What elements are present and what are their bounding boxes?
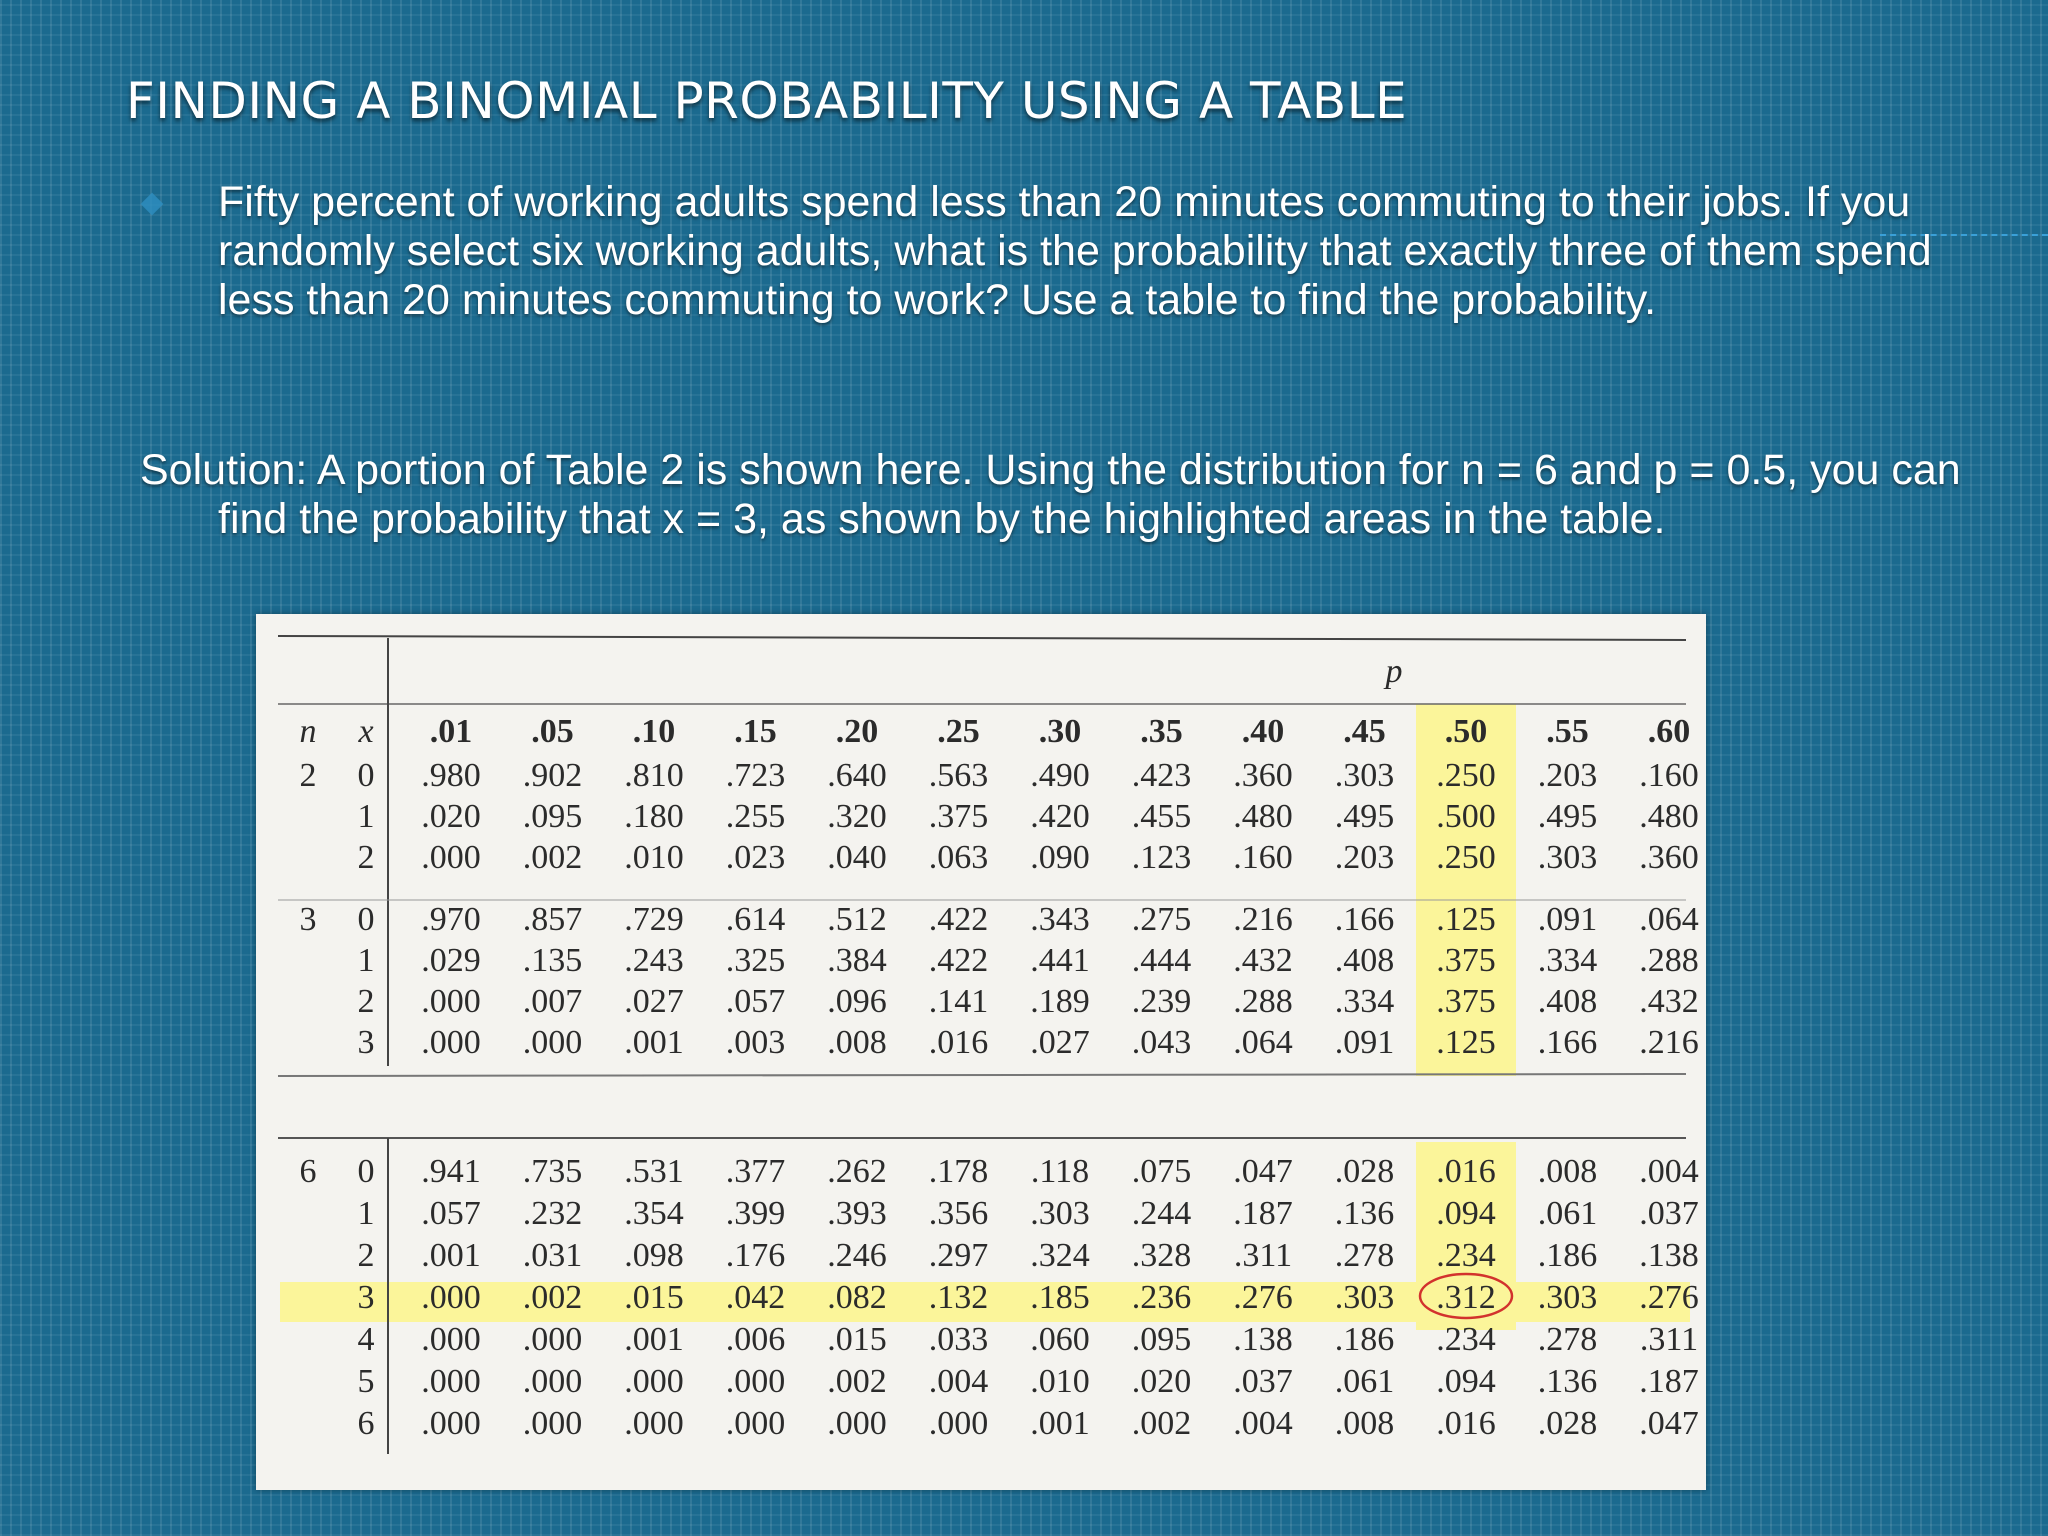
probability-cell: .057 [421,1195,481,1232]
p-label: p [1385,653,1403,690]
probability-cell: .377 [725,1153,786,1190]
probability-cell: .000 [421,1363,481,1400]
probability-cell: .138 [1233,1321,1293,1358]
probability-cell: .902 [522,757,583,794]
probability-cell: .255 [725,798,786,835]
probability-cell: .003 [725,1024,786,1061]
probability-cell: .375 [1436,983,1496,1020]
probability-cell: .096 [827,983,887,1020]
probability-cell: .176 [725,1237,786,1274]
probability-cell: .095 [1131,1321,1192,1358]
n-header: n [299,713,317,750]
x-value: 1 [357,1195,375,1232]
probability-cell: .016 [928,1024,989,1061]
probability-cell: .189 [1030,983,1090,1020]
probability-cell: .000 [421,983,481,1020]
probability-cell: .166 [1334,901,1395,938]
probability-cell: .090 [1030,839,1090,876]
x-value: 2 [357,983,375,1020]
probability-cell: .512 [827,901,887,938]
p-value-header: .55 [1546,713,1589,750]
probability-cell: .343 [1030,901,1090,938]
probability-cell: .531 [624,1153,684,1190]
x-value: 1 [357,798,375,835]
probability-cell: .303 [1030,1195,1090,1232]
probability-cell: .328 [1131,1237,1192,1274]
probability-cell: .123 [1131,839,1192,876]
probability-cell: .303 [1334,1279,1395,1316]
probability-cell: .495 [1537,798,1598,835]
probability-cell: .420 [1030,798,1090,835]
probability-cell: .047 [1233,1153,1293,1190]
x-value: 1 [357,942,375,979]
probability-cell: .244 [1131,1195,1192,1232]
probability-cell: .187 [1233,1195,1293,1232]
p-value-header: .01 [429,713,473,750]
probability-cell: .010 [1030,1363,1090,1400]
x-value: 3 [357,1024,375,1061]
probability-cell: .216 [1233,901,1293,938]
n-value: 2 [299,757,317,794]
probability-cell: .000 [421,1279,481,1316]
probability-cell: .125 [1436,1024,1496,1061]
probability-cell: .008 [827,1024,887,1061]
p-value-header: .35 [1140,713,1183,750]
probability-cell: .236 [1131,1279,1192,1316]
probability-cell: .180 [624,798,684,835]
probability-cell: .970 [421,901,481,938]
n-value: 6 [299,1153,317,1190]
probability-cell: .857 [522,901,583,938]
probability-cell: .138 [1639,1237,1699,1274]
x-value: 0 [357,901,375,938]
probability-cell: .232 [522,1195,583,1232]
probability-cell: .000 [624,1363,684,1400]
probability-cell: .185 [1030,1279,1090,1316]
probability-cell: .002 [522,839,583,876]
probability-cell: .288 [1233,983,1293,1020]
probability-cell: .001 [624,1321,684,1358]
probability-cell: .000 [421,839,481,876]
probability-cell: .135 [522,942,583,979]
x-value: 2 [357,839,375,876]
probability-cell: .023 [725,839,786,876]
probability-cell: .422 [928,901,989,938]
probability-cell: .166 [1537,1024,1598,1061]
probability-cell: .250 [1436,757,1496,794]
probability-cell: .216 [1639,1024,1699,1061]
probability-cell: .262 [827,1153,887,1190]
probability-cell: .490 [1030,757,1090,794]
probability-cell: .000 [522,1024,583,1061]
probability-cell: .408 [1537,983,1598,1020]
x-value: 4 [357,1321,375,1358]
probability-cell: .141 [928,983,989,1020]
probability-cell: .980 [421,757,481,794]
probability-cell: .480 [1639,798,1699,835]
probability-cell: .246 [827,1237,887,1274]
probability-cell: .016 [1436,1405,1496,1442]
probability-cell: .160 [1639,757,1699,794]
probability-cell: .091 [1537,901,1598,938]
n-value: 3 [299,901,317,938]
probability-cell: .303 [1537,839,1598,876]
p-value-header: .60 [1647,713,1691,750]
probability-cell: .360 [1639,839,1699,876]
p-value-header: .50 [1444,713,1488,750]
slide-title: FINDING A BINOMIAL PROBABILITY USING A TABLE [126,72,1408,130]
probability-cell: .000 [421,1024,481,1061]
problem-text: Fifty percent of working adults spend less than 20 minutes commuting to their jobs. If you randomly select six working adults, what is the probability that exactly three of them spend less than 20 minutes commuting to work? Use a table to find the probability. [218,178,1932,324]
probability-cell: .375 [928,798,989,835]
probability-cell: .043 [1131,1024,1192,1061]
probability-cell: .311 [1233,1237,1293,1274]
binomial-table [256,614,1706,1490]
probability-cell: .275 [1131,901,1192,938]
probability-cell: .441 [1030,942,1090,979]
probability-cell: .311 [1639,1321,1699,1358]
probability-cell: .037 [1233,1363,1293,1400]
probability-cell: .004 [928,1363,989,1400]
probability-cell: .303 [1537,1279,1598,1316]
probability-cell: .004 [1639,1153,1699,1190]
probability-cell: .132 [928,1279,989,1316]
probability-cell: .455 [1131,798,1192,835]
probability-cell: .010 [624,839,684,876]
probability-cell: .094 [1436,1195,1496,1232]
probability-cell: .020 [421,798,481,835]
probability-cell: .008 [1537,1153,1598,1190]
probability-cell: .356 [928,1195,989,1232]
probability-cell: .057 [725,983,786,1020]
probability-cell: .276 [1233,1279,1293,1316]
p-value-header: .15 [734,713,777,750]
probability-cell: .028 [1537,1405,1598,1442]
probability-cell: .187 [1639,1363,1699,1400]
probability-cell: .408 [1334,942,1395,979]
x-value: 0 [357,757,375,794]
probability-cell: .723 [725,757,786,794]
probability-cell: .325 [725,942,786,979]
probability-cell: .432 [1233,942,1293,979]
probability-cell: .563 [928,757,989,794]
probability-cell: .047 [1639,1405,1699,1442]
p-value-header: .30 [1038,713,1082,750]
probability-cell: .239 [1131,983,1192,1020]
table-top-rule [278,636,1686,640]
probability-cell: .060 [1030,1321,1090,1358]
probability-cell: .360 [1233,757,1293,794]
probability-cell: .432 [1639,983,1699,1020]
probability-cell: .136 [1537,1363,1598,1400]
probability-cell: .444 [1131,942,1192,979]
probability-cell: .002 [1131,1405,1192,1442]
probability-cell: .001 [421,1237,481,1274]
probability-cell: .203 [1334,839,1395,876]
probability-cell: .029 [421,942,481,979]
probability-cell: .094 [1436,1363,1496,1400]
probability-cell: .061 [1537,1195,1598,1232]
probability-cell: .203 [1537,757,1598,794]
probability-cell: .008 [1334,1405,1395,1442]
probability-cell: .375 [1436,942,1496,979]
probability-cell: .061 [1334,1363,1395,1400]
x-value: 0 [357,1153,375,1190]
probability-cell: .278 [1537,1321,1598,1358]
probability-cell: .178 [928,1153,989,1190]
probability-cell: .136 [1334,1195,1395,1232]
probability-cell: .000 [725,1405,786,1442]
probability-cell: .334 [1537,942,1598,979]
probability-cell: .000 [522,1363,583,1400]
probability-cell: .276 [1639,1279,1699,1316]
p-value-header: .40 [1241,713,1285,750]
p-value-header: .25 [937,713,980,750]
x-value: 3 [357,1279,375,1316]
probability-cell: .250 [1436,839,1496,876]
probability-cell: .020 [1131,1363,1192,1400]
probability-cell: .312 [1436,1279,1496,1316]
p-value-header: .10 [632,713,676,750]
probability-cell: .614 [725,901,786,938]
probability-cell: .393 [827,1195,887,1232]
probability-cell: .063 [928,839,989,876]
bullet-icon [141,193,164,216]
probability-cell: .640 [827,757,887,794]
probability-cell: .016 [1436,1153,1496,1190]
probability-cell: .031 [522,1237,583,1274]
probability-cell: .000 [725,1363,786,1400]
probability-cell: .000 [421,1405,481,1442]
probability-cell: .098 [624,1237,684,1274]
probability-cell: .480 [1233,798,1293,835]
probability-cell: .002 [827,1363,887,1400]
probability-cell: .125 [1436,901,1496,938]
probability-cell: .278 [1334,1237,1395,1274]
probability-cell: .027 [1030,1024,1090,1061]
p-value-header: .20 [835,713,879,750]
probability-cell: .082 [827,1279,887,1316]
x-value: 5 [357,1363,375,1400]
probability-cell: .001 [1030,1405,1090,1442]
probability-cell: .810 [624,757,684,794]
probability-cell: .091 [1334,1024,1395,1061]
probability-cell: .186 [1537,1237,1598,1274]
probability-cell: .040 [827,839,887,876]
probability-cell: .234 [1436,1321,1496,1358]
probability-cell: .500 [1436,798,1496,835]
probability-cell: .095 [522,798,583,835]
probability-cell: .297 [928,1237,989,1274]
probability-cell: .000 [928,1405,989,1442]
probability-cell: .423 [1131,757,1192,794]
probability-cell: .384 [827,942,887,979]
probability-cell: .015 [624,1279,684,1316]
probability-cell: .075 [1131,1153,1192,1190]
solution-text: Solution: A portion of Table 2 is shown here. Using the distribution for n = 6 and p = 0.5, you can find the probability that x = 3, as shown by the highlighted areas in the table. [140,446,1961,543]
probability-cell: .495 [1334,798,1395,835]
probability-cell: .064 [1233,1024,1293,1061]
probability-cell: .006 [725,1321,786,1358]
probability-cell: .015 [827,1321,887,1358]
probability-cell: .000 [827,1405,887,1442]
probability-cell: .000 [522,1321,583,1358]
probability-cell: .037 [1639,1195,1699,1232]
probability-cell: .288 [1639,942,1699,979]
probability-cell: .729 [624,901,684,938]
probability-cell: .422 [928,942,989,979]
probability-cell: .000 [522,1405,583,1442]
probability-cell: .001 [624,1024,684,1061]
probability-cell: .033 [928,1321,989,1358]
probability-cell: .354 [624,1195,684,1232]
probability-cell: .334 [1334,983,1395,1020]
probability-cell: .735 [522,1153,583,1190]
probability-cell: .243 [624,942,684,979]
probability-cell: .004 [1233,1405,1293,1442]
x-header: x [358,713,374,750]
probability-cell: .118 [1030,1153,1090,1190]
x-value: 6 [357,1405,375,1442]
probability-cell: .941 [421,1153,481,1190]
probability-cell: .002 [522,1279,583,1316]
p-value-header: .45 [1343,713,1386,750]
probability-cell: .234 [1436,1237,1496,1274]
probability-cell: .064 [1639,901,1699,938]
probability-cell: .000 [624,1405,684,1442]
probability-cell: .007 [522,983,583,1020]
probability-cell: .399 [725,1195,786,1232]
probability-cell: .186 [1334,1321,1395,1358]
probability-cell: .324 [1030,1237,1090,1274]
probability-cell: .042 [725,1279,786,1316]
probability-cell: .028 [1334,1153,1395,1190]
probability-cell: .027 [624,983,684,1020]
probability-cell: .320 [827,798,887,835]
probability-cell: .000 [421,1321,481,1358]
binomial-table-image [256,614,1706,1490]
p-value-header: .05 [531,713,574,750]
probability-cell: .160 [1233,839,1293,876]
x-value: 2 [357,1237,375,1274]
probability-cell: .303 [1334,757,1395,794]
